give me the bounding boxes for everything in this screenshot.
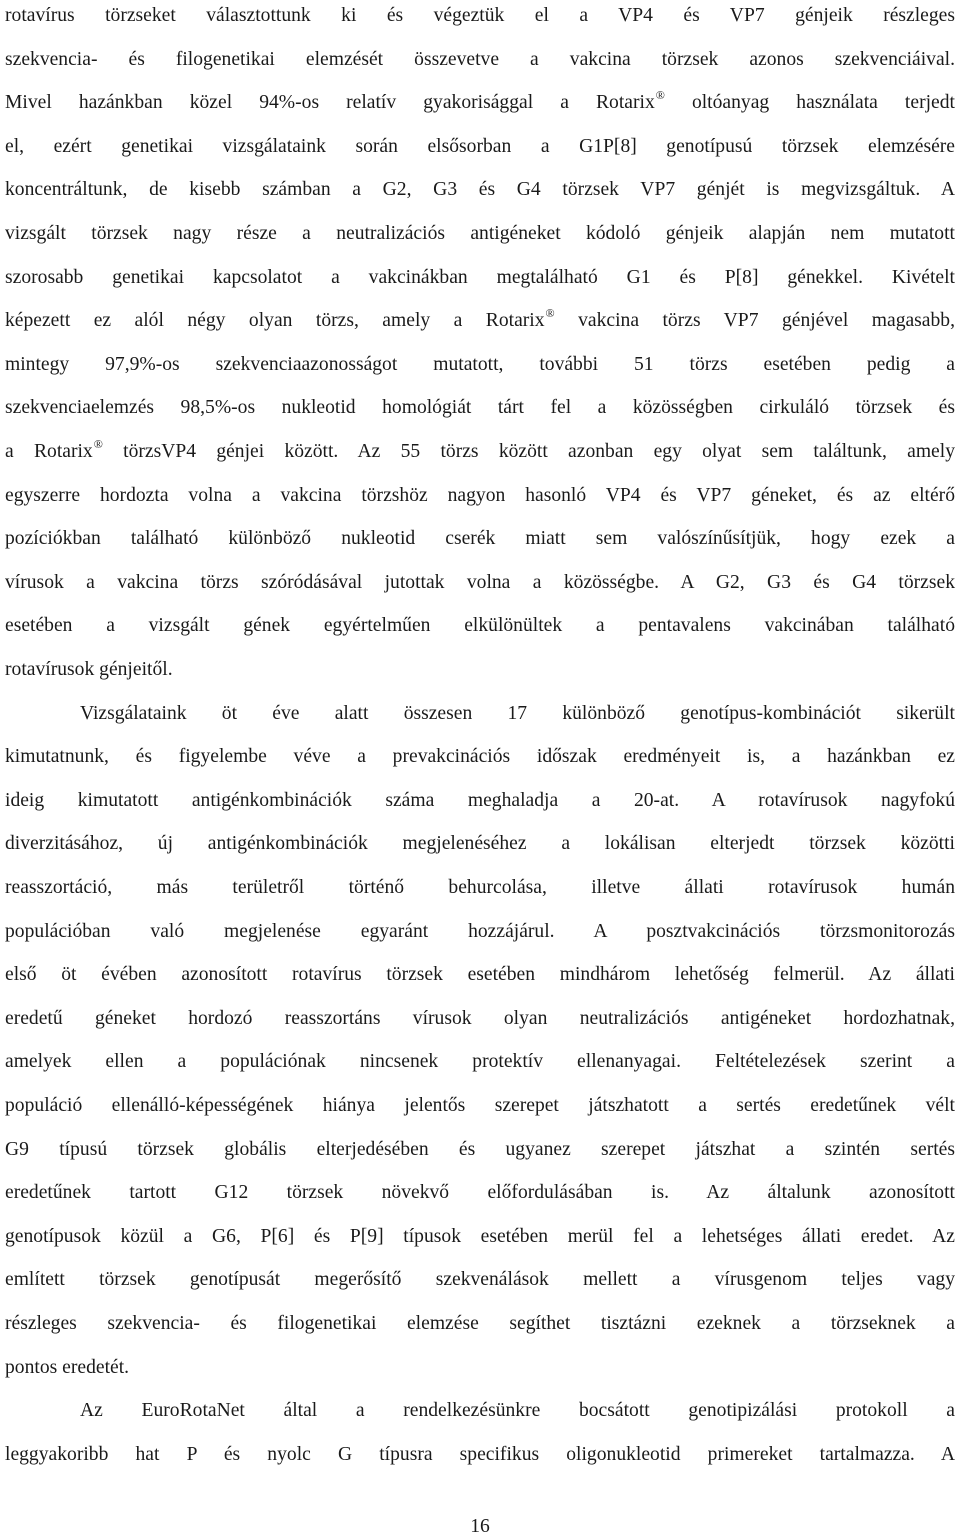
text-line: Vizsgálataink öt éve alatt összesen 17 különböző genotípus-kombinációt sikerült — [80, 702, 955, 724]
text-line — [5, 90, 955, 134]
text-line: pozíciókban található különböző nukleotid cserék miatt sem valószínűsítjük, hogy ezek a — [5, 528, 955, 550]
text-line: szekvenciaelemzés 98,5%-os nukleotid homológiát tárt fel a közösségben cirkuláló törzsek és — [5, 397, 955, 419]
text-line: kimutatnunk, és figyelembe véve a prevakcinációs időszak eredményeit is, a hazánkban ez — [5, 746, 955, 768]
text-line: reasszortáció, más területről történő behurcolása, illetve állati rotavírusok humán — [5, 877, 955, 898]
text-line: rotavírusok génjeitől. — [5, 659, 173, 680]
text-segment: vakcina törzs VP7 génjével magasabb, — [554, 310, 956, 332]
text-line: szekvencia- és filogenetikai elemzését összevetve a vakcina törzsek azonos szekvenciáival. — [5, 48, 955, 70]
text-line: genotípusok közül a G6, P[6] és P[9] típusok esetében merül fel a lehetséges állati eredet. Az — [5, 1225, 955, 1247]
text-line: diverzitásához, új antigénkombinációk megjelenéséhez a lokálisan elterjedt törzsek közötti — [5, 833, 955, 855]
text-line: említett törzsek genotípusát megerősítő szekvenálások mellett a vírusgenom teljes vagy — [5, 1269, 955, 1291]
text-line — [5, 439, 955, 483]
text-segment: a Rotarix — [5, 441, 93, 462]
text-line: ideig kimutatott antigénkombinációk száma meghaladja a 20-at. A rotavírusok nagyfokú — [5, 789, 955, 811]
text-segment: törzsVP4 génjei között. Az 55 törzs között azonban egy olyat sem találtunk, amely — [102, 441, 955, 462]
text-line: el, ezért genetikai vizsgálataink során elsősorban a G1P[8] genotípusú törzsek elemzésére — [5, 135, 955, 157]
text-line: eredetűnek tartott G12 törzsek növekvő előfordulásában is. Az általunk azonosított — [5, 1182, 955, 1204]
text-line — [5, 308, 955, 352]
text-line: rotavírus törzseket választottunk ki és végeztük el a VP4 és VP7 génjeik részleges — [5, 5, 955, 26]
registered-mark: ® — [545, 306, 555, 321]
text-line: vírusok a vakcina törzs szóródásával jutottak volna a közösségbe. A G2, G3 és G4 törzsek — [5, 571, 955, 593]
text-line: G9 típusú törzsek globális elterjedésében és ugyanez szerepet játszhat a szintén sertés — [5, 1138, 955, 1160]
text-line: amelyek ellen a populációnak nincsenek protektív ellenanyagai. Feltételezések szerint a — [5, 1051, 955, 1073]
text-line: vizsgált törzsek nagy része a neutralizációs antigéneket kódoló génjeik alapján nem mutatott — [5, 223, 955, 244]
text-line: mintegy 97,9%-os szekvenciaazonosságot mutatott, további 51 törzs esetében pedig a — [5, 353, 955, 375]
text-line: részleges szekvencia- és filogenetikai elemzése segíthet tisztázni ezeknek a törzseknek a — [5, 1313, 955, 1334]
text-segment: Mivel hazánkban közel 94%-os relatív gyakorisággal a Rotarix — [5, 92, 655, 114]
registered-mark: ® — [93, 437, 103, 451]
text-line: első öt évében azonosított rotavírus törzsek esetében mindhárom lehetőség felmerül. Az állati — [5, 964, 955, 986]
text-segment: oltóanyag használata terjedt — [664, 92, 955, 114]
text-line: koncentráltunk, de kisebb számban a G2, G3 és G4 törzsek VP7 génjét is megvizsgáltuk. A — [5, 179, 955, 201]
text-line: szorosabb genetikai kapcsolatot a vakcinákban megtalálható G1 és P[8] génekkel. Kivételt — [5, 266, 955, 288]
text-segment: képezett ez alól négy olyan törzs, amely a Rotarix — [5, 310, 545, 332]
text-line: esetében a vizsgált gének egyértelműen elkülönültek a pentavalens vakcinában található — [5, 615, 955, 637]
text-line: leggyakoribb hat P és nyolc G típusra specifikus oligonukleotid primereket tartalmazza. A — [5, 1443, 955, 1465]
text-line: populációban való megjelenése egyaránt hozzájárul. A posztvakcinációs törzsmonitorozás — [5, 920, 955, 942]
page-number: 16 — [470, 1516, 490, 1537]
registered-mark: ® — [655, 88, 665, 103]
text-line: populáció ellenálló-képességének hiánya jelentős szerepet játszhatott a sertés eredetűnek vélt — [5, 1095, 955, 1116]
text-line: pontos eredetét. — [5, 1356, 130, 1378]
text-line: Az EuroRotaNet által a rendelkezésünkre bocsátott genotipizálási protokoll a — [80, 1400, 955, 1422]
text-line: egyszerre hordozta volna a vakcina törzshöz nagyon hasonló VP4 és VP7 géneket, és az eltérő — [5, 484, 955, 506]
text-line: eredetű géneket hordozó reasszortáns vírusok olyan neutralizációs antigéneket hordozhatnak, — [5, 1007, 955, 1029]
